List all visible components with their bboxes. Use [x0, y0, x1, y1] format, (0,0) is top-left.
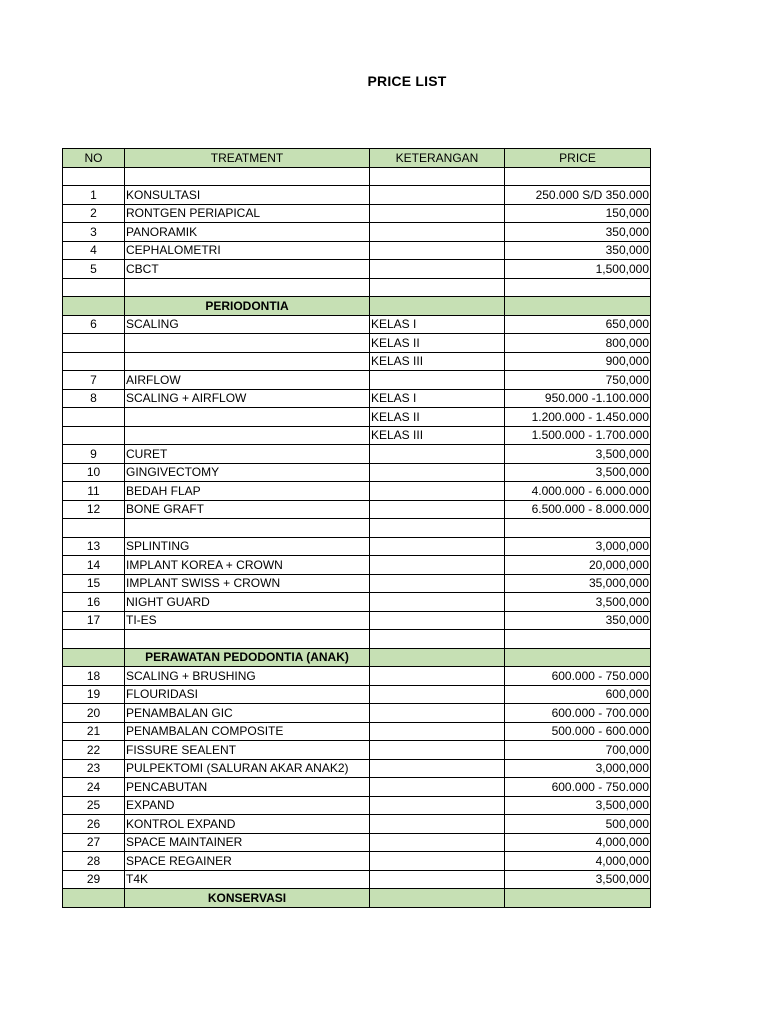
price-cell: 4,000,000: [505, 833, 651, 852]
treatment-cell: RONTGEN PERIAPICAL: [125, 204, 370, 223]
blank-cell: [63, 167, 125, 186]
price-cell: 700,000: [505, 741, 651, 760]
price-cell: 3,000,000: [505, 537, 651, 556]
section-label: PERIODONTIA: [125, 297, 370, 316]
blank-cell: [125, 630, 370, 649]
keterangan-cell: [370, 722, 505, 741]
treatment-cell: PANORAMIK: [125, 223, 370, 242]
treatment-cell: PENAMBALAN COMPOSITE: [125, 722, 370, 741]
section-cell: [505, 889, 651, 908]
table-row: [63, 315, 651, 334]
header-price: PRICE: [505, 149, 651, 168]
treatment-cell: KONSULTASI: [125, 186, 370, 205]
row-number: 14: [63, 556, 125, 575]
blank-cell: [505, 167, 651, 186]
table-row: [63, 260, 651, 279]
table-row: [63, 186, 651, 205]
treatment-cell: [125, 334, 370, 353]
price-cell: 3,000,000: [505, 759, 651, 778]
keterangan-cell: [370, 537, 505, 556]
price-cell: 3,500,000: [505, 593, 651, 612]
keterangan-cell: [370, 870, 505, 889]
treatment-cell: GINGIVECTOMY: [125, 463, 370, 482]
section-cell: [63, 889, 125, 908]
blank-cell: [125, 278, 370, 297]
table-row: [63, 371, 651, 390]
table-row: [63, 852, 651, 871]
section-cell: [505, 648, 651, 667]
table-row: [63, 537, 651, 556]
row-number: 28: [63, 852, 125, 871]
keterangan-cell: [370, 796, 505, 815]
blank-row: [63, 278, 651, 297]
keterangan-cell: [370, 223, 505, 242]
table-header-row: [63, 149, 651, 168]
price-cell: 250.000 S/D 350.000: [505, 186, 651, 205]
blank-cell: [63, 519, 125, 538]
table-row: [63, 352, 651, 371]
keterangan-cell: [370, 685, 505, 704]
row-number: 18: [63, 667, 125, 686]
treatment-cell: FISSURE SEALENT: [125, 741, 370, 760]
price-cell: 750,000: [505, 371, 651, 390]
keterangan-cell: [370, 833, 505, 852]
treatment-cell: [125, 408, 370, 427]
table-row: [63, 741, 651, 760]
table-row: [63, 556, 651, 575]
row-number: 16: [63, 593, 125, 612]
blank-row: [63, 630, 651, 649]
row-number: [63, 334, 125, 353]
table-row: [63, 778, 651, 797]
section-row: [63, 648, 651, 667]
treatment-cell: PENAMBALAN GIC: [125, 704, 370, 723]
price-table: [62, 148, 651, 908]
price-cell: 900,000: [505, 352, 651, 371]
blank-cell: [125, 167, 370, 186]
table-row: [63, 593, 651, 612]
price-cell: 600,000: [505, 685, 651, 704]
price-cell: 650,000: [505, 315, 651, 334]
blank-row: [63, 167, 651, 186]
row-number: 10: [63, 463, 125, 482]
row-number: 15: [63, 574, 125, 593]
section-row: [63, 889, 651, 908]
blank-cell: [370, 630, 505, 649]
row-number: 13: [63, 537, 125, 556]
keterangan-cell: [370, 260, 505, 279]
keterangan-cell: [370, 500, 505, 519]
row-number: 2: [63, 204, 125, 223]
price-cell: 950.000 -1.100.000: [505, 389, 651, 408]
keterangan-cell: KELAS III: [370, 352, 505, 371]
keterangan-cell: [370, 778, 505, 797]
table-row: [63, 389, 651, 408]
table-row: [63, 241, 651, 260]
treatment-cell: SCALING: [125, 315, 370, 334]
price-cell: 350,000: [505, 611, 651, 630]
blank-cell: [505, 278, 651, 297]
table-row: [63, 445, 651, 464]
table-row: [63, 408, 651, 427]
table-row: [63, 500, 651, 519]
price-cell: 600.000 - 700.000: [505, 704, 651, 723]
keterangan-cell: KELAS II: [370, 408, 505, 427]
table-row: [63, 482, 651, 501]
treatment-cell: SPLINTING: [125, 537, 370, 556]
keterangan-cell: KELAS III: [370, 426, 505, 445]
row-number: 17: [63, 611, 125, 630]
treatment-cell: KONTROL EXPAND: [125, 815, 370, 834]
keterangan-cell: [370, 852, 505, 871]
row-number: 22: [63, 741, 125, 760]
treatment-cell: SCALING + AIRFLOW: [125, 389, 370, 408]
price-cell: 3,500,000: [505, 445, 651, 464]
keterangan-cell: [370, 186, 505, 205]
treatment-cell: TI-ES: [125, 611, 370, 630]
keterangan-cell: [370, 241, 505, 260]
treatment-cell: SCALING + BRUSHING: [125, 667, 370, 686]
treatment-cell: NIGHT GUARD: [125, 593, 370, 612]
row-number: 23: [63, 759, 125, 778]
row-number: 25: [63, 796, 125, 815]
price-cell: 600.000 - 750.000: [505, 778, 651, 797]
blank-cell: [63, 630, 125, 649]
row-number: 9: [63, 445, 125, 464]
price-cell: 3,500,000: [505, 796, 651, 815]
keterangan-cell: [370, 741, 505, 760]
keterangan-cell: KELAS I: [370, 389, 505, 408]
row-number: [63, 352, 125, 371]
table-row: [63, 204, 651, 223]
keterangan-cell: [370, 593, 505, 612]
treatment-cell: T4K: [125, 870, 370, 889]
treatment-cell: IMPLANT SWISS + CROWN: [125, 574, 370, 593]
keterangan-cell: [370, 482, 505, 501]
price-cell: 500.000 - 600.000: [505, 722, 651, 741]
table-row: [63, 574, 651, 593]
row-number: 12: [63, 500, 125, 519]
treatment-cell: PENCABUTAN: [125, 778, 370, 797]
keterangan-cell: [370, 704, 505, 723]
row-number: [63, 408, 125, 427]
section-row: [63, 297, 651, 316]
blank-row: [63, 519, 651, 538]
treatment-cell: BONE GRAFT: [125, 500, 370, 519]
header-treatment: TREATMENT: [125, 149, 370, 168]
treatment-cell: BEDAH FLAP: [125, 482, 370, 501]
keterangan-cell: [370, 759, 505, 778]
price-cell: 20,000,000: [505, 556, 651, 575]
row-number: 6: [63, 315, 125, 334]
treatment-cell: PULPEKTOMI (SALURAN AKAR ANAK2): [125, 759, 370, 778]
table-row: [63, 611, 651, 630]
row-number: 27: [63, 833, 125, 852]
table-row: [63, 334, 651, 353]
page-title: PRICE LIST: [367, 73, 447, 89]
price-cell: 350,000: [505, 241, 651, 260]
price-cell: 4,000,000: [505, 852, 651, 871]
table-row: [63, 667, 651, 686]
row-number: 1: [63, 186, 125, 205]
keterangan-cell: KELAS I: [370, 315, 505, 334]
table-row: [63, 223, 651, 242]
row-number: [63, 426, 125, 445]
blank-cell: [370, 167, 505, 186]
row-number: 29: [63, 870, 125, 889]
section-label: KONSERVASI: [125, 889, 370, 908]
keterangan-cell: [370, 204, 505, 223]
row-number: 26: [63, 815, 125, 834]
keterangan-cell: [370, 815, 505, 834]
keterangan-cell: [370, 445, 505, 464]
row-number: 5: [63, 260, 125, 279]
treatment-cell: CURET: [125, 445, 370, 464]
price-cell: 150,000: [505, 204, 651, 223]
price-cell: 3,500,000: [505, 870, 651, 889]
row-number: 3: [63, 223, 125, 242]
row-number: 11: [63, 482, 125, 501]
keterangan-cell: [370, 667, 505, 686]
price-cell: 600.000 - 750.000: [505, 667, 651, 686]
price-cell: 1.500.000 - 1.700.000: [505, 426, 651, 445]
treatment-cell: SPACE REGAINER: [125, 852, 370, 871]
header-no: NO: [63, 149, 125, 168]
table-row: [63, 704, 651, 723]
price-cell: 500,000: [505, 815, 651, 834]
price-cell: 1.200.000 - 1.450.000: [505, 408, 651, 427]
treatment-cell: AIRFLOW: [125, 371, 370, 390]
price-cell: 4.000.000 - 6.000.000: [505, 482, 651, 501]
section-cell: [63, 648, 125, 667]
treatment-cell: CEPHALOMETRI: [125, 241, 370, 260]
row-number: 20: [63, 704, 125, 723]
row-number: 4: [63, 241, 125, 260]
keterangan-cell: [370, 556, 505, 575]
keterangan-cell: KELAS II: [370, 334, 505, 353]
row-number: 24: [63, 778, 125, 797]
keterangan-cell: [370, 611, 505, 630]
keterangan-cell: [370, 371, 505, 390]
price-cell: 35,000,000: [505, 574, 651, 593]
keterangan-cell: [370, 463, 505, 482]
keterangan-cell: [370, 574, 505, 593]
table-row: [63, 426, 651, 445]
blank-cell: [370, 519, 505, 538]
treatment-cell: EXPAND: [125, 796, 370, 815]
section-cell: [370, 648, 505, 667]
blank-cell: [505, 630, 651, 649]
header-keterangan: KETERANGAN: [370, 149, 505, 168]
price-cell: 6.500.000 - 8.000.000: [505, 500, 651, 519]
table-row: [63, 759, 651, 778]
price-cell: 3,500,000: [505, 463, 651, 482]
price-cell: 800,000: [505, 334, 651, 353]
treatment-cell: [125, 352, 370, 371]
table-row: [63, 815, 651, 834]
row-number: 19: [63, 685, 125, 704]
table-row: [63, 685, 651, 704]
blank-cell: [125, 519, 370, 538]
price-cell: 350,000: [505, 223, 651, 242]
treatment-cell: FLOURIDASI: [125, 685, 370, 704]
section-label: PERAWATAN PEDODONTIA (ANAK): [125, 648, 370, 667]
table-row: [63, 463, 651, 482]
table-row: [63, 833, 651, 852]
treatment-cell: SPACE MAINTAINER: [125, 833, 370, 852]
treatment-cell: CBCT: [125, 260, 370, 279]
table-row: [63, 870, 651, 889]
price-cell: 1,500,000: [505, 260, 651, 279]
row-number: 21: [63, 722, 125, 741]
table-row: [63, 796, 651, 815]
section-cell: [370, 297, 505, 316]
blank-cell: [505, 519, 651, 538]
section-cell: [505, 297, 651, 316]
section-cell: [370, 889, 505, 908]
row-number: 8: [63, 389, 125, 408]
table-body: [63, 167, 651, 907]
row-number: 7: [63, 371, 125, 390]
section-cell: [63, 297, 125, 316]
blank-cell: [370, 278, 505, 297]
treatment-cell: IMPLANT KOREA + CROWN: [125, 556, 370, 575]
treatment-cell: [125, 426, 370, 445]
blank-cell: [63, 278, 125, 297]
table-row: [63, 722, 651, 741]
